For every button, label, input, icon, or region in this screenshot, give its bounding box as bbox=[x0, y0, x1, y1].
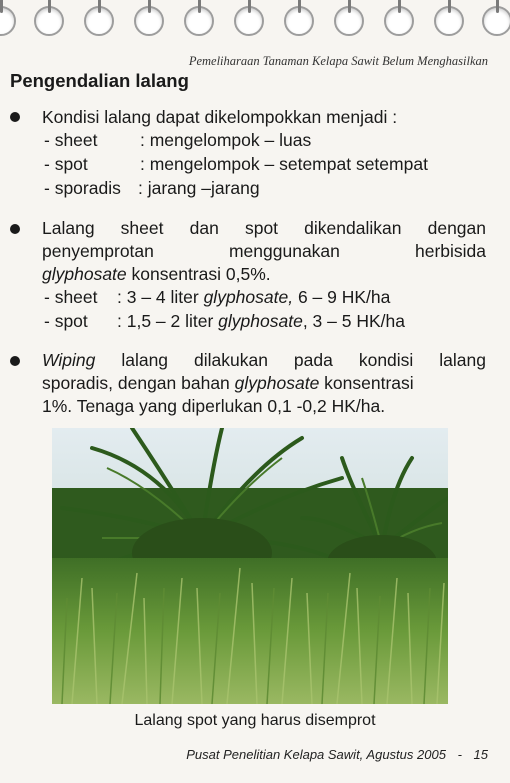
list-desc: : mengelompok – setempat setempat bbox=[140, 154, 428, 174]
bullet-point bbox=[10, 224, 20, 234]
footer-separator: - bbox=[457, 747, 462, 762]
dosage-labour: , 3 – 5 HK/ha bbox=[302, 311, 405, 331]
list-desc: : jarang –jarang bbox=[138, 178, 260, 198]
binding-ring bbox=[334, 6, 364, 36]
concentration-text: konsentrasi 0,5%. bbox=[126, 264, 271, 284]
binding-ring bbox=[234, 6, 264, 36]
chemical-name: glyphosate bbox=[218, 311, 303, 331]
footer-source: Pusat Penelitian Kelapa Sawit, Agustus 2005 bbox=[186, 747, 446, 762]
bullet-text: Lalang sheet dan spot dikendalikan dengan bbox=[42, 218, 486, 238]
binding-ring bbox=[284, 6, 314, 36]
bullet-text: Wiping lalang dilakukan pada kondisi lalang bbox=[42, 350, 486, 370]
page-number: 15 bbox=[473, 747, 488, 762]
binding-ring bbox=[84, 6, 114, 36]
binding-ring bbox=[34, 6, 64, 36]
dosage-labour: 6 – 9 HK/ha bbox=[293, 287, 391, 307]
list-term: - sporadis bbox=[44, 178, 121, 198]
bullet-text: 1%. Tenaga yang diperlukan 0,1 -0,2 HK/ha. bbox=[42, 396, 386, 416]
dosage-row bbox=[117, 310, 405, 332]
oil-palm-field-image bbox=[52, 428, 448, 704]
dosage-rate: : 3 – 4 liter bbox=[117, 287, 204, 307]
field-photo bbox=[52, 428, 448, 704]
binding-ring bbox=[0, 6, 16, 36]
chemical-name: glyphosate bbox=[42, 264, 127, 284]
bullet-point bbox=[10, 112, 20, 122]
dosage-row bbox=[117, 286, 390, 308]
section-title: Pengendalian lalang bbox=[10, 70, 189, 91]
page-footer bbox=[186, 747, 488, 762]
binding-ring bbox=[184, 6, 214, 36]
binding-ring bbox=[134, 6, 164, 36]
bullet-point bbox=[10, 356, 20, 366]
bullet-text: penyemprotan menggunakan herbisida bbox=[42, 241, 486, 261]
bullet-text: sporadis, dengan bahan glyphosate konsentrasi bbox=[42, 373, 414, 393]
running-header: Pemeliharaan Tanaman Kelapa Sawit Belum Menghasilkan bbox=[188, 54, 488, 68]
list-term: - spot bbox=[44, 311, 88, 331]
bullet-text: Kondisi lalang dapat dikelompokkan menjadi : bbox=[42, 107, 398, 127]
list-term: - spot bbox=[44, 154, 88, 174]
dosage-rate: : 1,5 – 2 liter bbox=[117, 311, 219, 331]
photo-caption: Lalang spot yang harus disemprot bbox=[134, 712, 376, 729]
binding-ring bbox=[384, 6, 414, 36]
chemical-name: glyphosate bbox=[234, 373, 320, 393]
bullet-text bbox=[42, 263, 271, 285]
binding-ring bbox=[434, 6, 464, 36]
method-name: Wiping bbox=[42, 350, 96, 370]
binding-ring bbox=[482, 6, 510, 36]
chemical-name: glyphosate, bbox=[203, 287, 294, 307]
list-term: - sheet bbox=[44, 130, 98, 150]
list-desc: : mengelompok – luas bbox=[140, 130, 312, 150]
list-term: - sheet bbox=[44, 287, 98, 307]
